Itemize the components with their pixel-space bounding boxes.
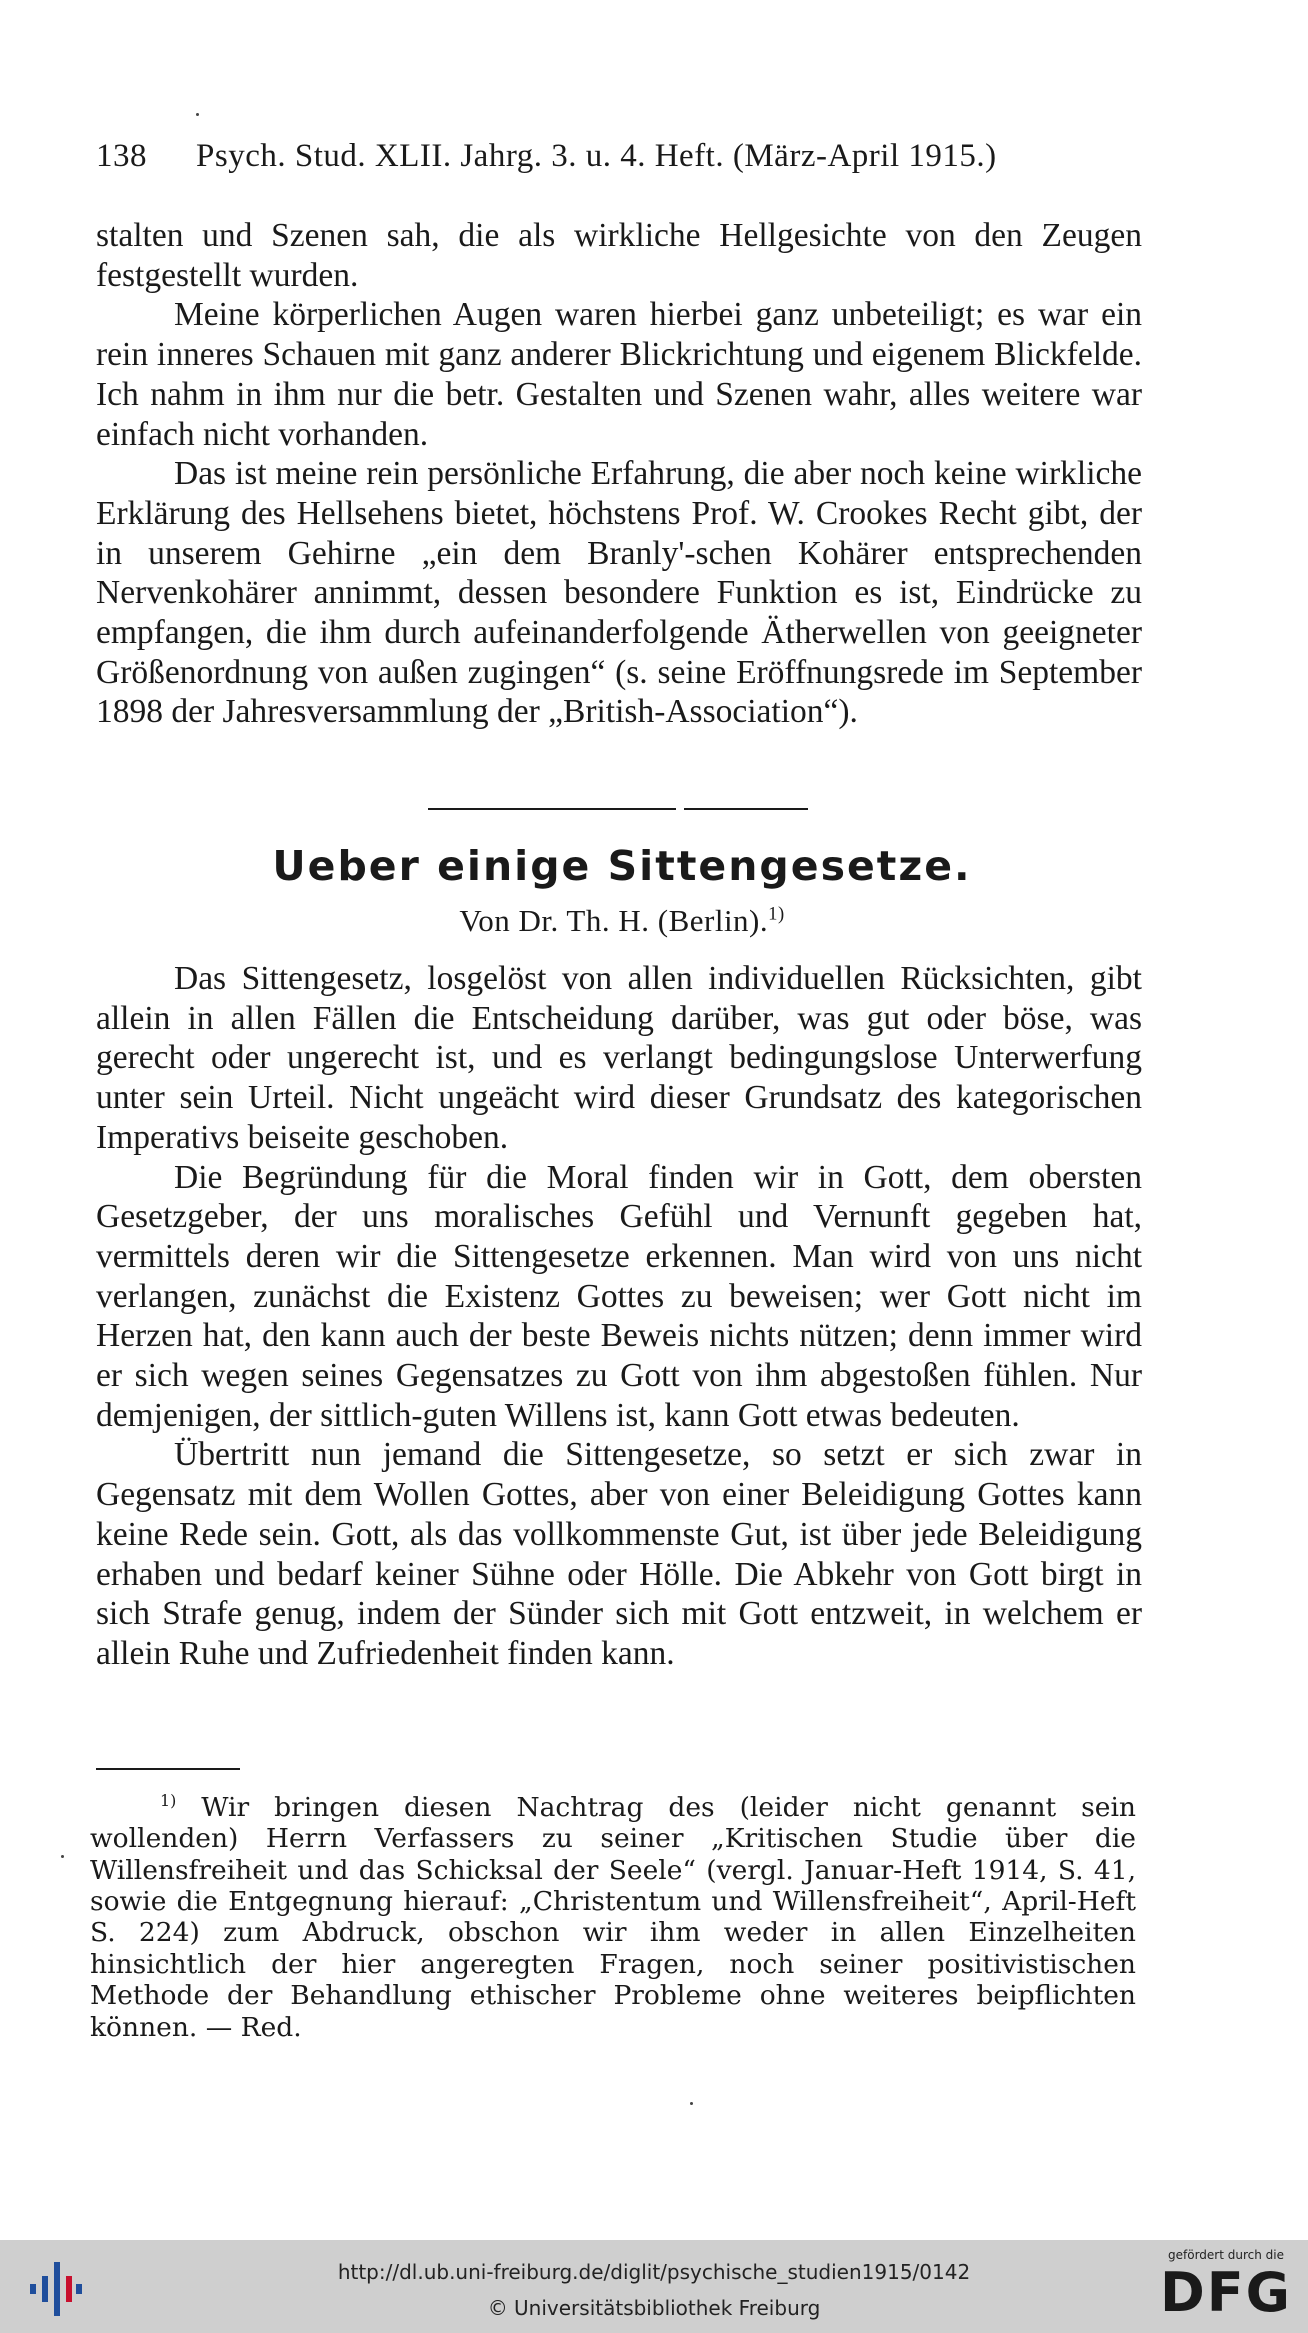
byline-text: Von Dr. Th. H. (Berlin).	[459, 903, 769, 938]
paragraph: Die Begründung für die Moral finden wir in Gott, dem obersten Gesetzgeber, der uns moralisches Gefühl und Vernunft gegeben hat, vermittels deren wir die Sittengesetze erkennen. Man wird von uns nicht verlangen, zunächst die Existenz Gottes zu beweisen; wer Gott nicht im Herzen hat, den kann auch der beste Beweis nichts nützen; denn immer wird er sich wegen seines Gegensatzes zu Gott von ihm abgestoßen fühlen. Nur demjenigen, der sittlich-guten Willens ist, kann Gott etwas bedeuten.	[96, 1158, 1142, 1434]
article-byline	[0, 903, 1244, 939]
scan-speck	[690, 2102, 693, 2105]
previous-article-text	[96, 216, 1142, 732]
page-number: 138	[96, 138, 147, 174]
document-url[interactable]: http://dl.ub.uni-freiburg.de/diglit/psychische_studien1915/0142	[337, 2260, 971, 2284]
footnote-paragraph	[90, 1785, 1136, 2043]
paragraph: Das ist meine rein persönliche Erfahrung, die aber noch keine wirkliche Erklärung des Hellsehens bietet, höchstens Prof. W. Crookes Recht gibt, der in unserem Gehirne „ein dem Branly'-schen Kohärer entsprechenden Nervenkohärer annimmt, dessen besondere Funktion es ist, Eindrücke zu empfangen, die ihm durch aufeinanderfolgende Ätherwellen von geeigneter Größenordnung von außen zugingen“ (s. seine Eröffnungsrede im September 1898 der Jahresversammlung der „British-Association“).	[96, 455, 1142, 731]
scan-speck	[196, 113, 199, 116]
dfg-logo: DFG	[1159, 2261, 1293, 2324]
paragraph: Übertritt nun jemand die Sittengesetze, so setzt er sich zwar in Gegensatz mit dem Wollen Gottes, aber von einer Beleidigung Gottes kann keine Rede sein. Gott, als das vollkommenste Gut, ist über jede Beleidigung erhaben und bedarf keiner Sühne oder Hölle. Die Abkehr von Gott birgt in sich Strafe genug, indem der Sünder sich mit Gott entzweit, in welchem er allein Ruhe und Zufriedenheit finden kann.	[96, 1436, 1142, 1672]
paragraph: Meine körperlichen Augen waren hierbei ganz unbeteiligt; es war ein rein inneres Schauen mit ganz anderer Blickrichtung und eigenem Blickfelde. Ich nahm in ihm nur die betr. Gestalten und Szenen wahr, alles weitere war einfach nicht vorhanden.	[96, 296, 1142, 453]
footer-bar	[0, 2240, 1308, 2333]
article-body	[96, 959, 1142, 1674]
paragraph: stalten und Szenen sah, die als wirkliche Hellgesichte von den Zeugen festgestellt wurden.	[96, 217, 1142, 294]
paragraph: Das Sittengesetz, losgelöst von allen individuellen Rücksichten, gibt allein in allen Fällen die Entscheidung darüber, was gut oder böse, was gerecht oder ungerecht ist, und es verlangt bedingungslose Unterwerfung unter sein Urteil. Nicht ungeächt wird dieser Grundsatz des kategorischen Imperativs beiseite geschoben.	[96, 960, 1142, 1156]
dfg-sponsor	[1152, 2248, 1300, 2328]
running-title: Psych. Stud. XLII. Jahrg. 3. u. 4. Heft. (März-April 1915.)	[196, 138, 997, 174]
footnote-reference: 1)	[768, 903, 785, 925]
footnote-text: Wir bringen diesen Nachtrag des (leider nicht genannt sein wollenden) Herrn Verfassers zu seiner „Kritischen Studie über die Willensfreiheit und das Schicksal der Seele“ (vergl. Januar-Heft 1914, S. 41, sowie die Entgegnung hierauf: „Christentum und Willensfreiheit“, April-Heft S. 224) zum Abdruck, obschon wir ihm weder in allen Einzelheiten hinsichtlich der hier angeregten Fragen, noch seiner positivistischen Methode der Behandlung ethischer Probleme ohne weiteres beipflichten können. — Red.	[90, 1791, 1136, 2043]
copyright-notice: © Universitätsbibliothek Freiburg	[487, 2296, 821, 2320]
article-separator	[428, 808, 808, 810]
scan-speck	[61, 1855, 64, 1858]
footnote-mark: 1)	[160, 1791, 177, 1810]
article-title: Ueber einige Sittengesetze.	[272, 842, 972, 890]
sponsor-caption: gefördert durch die	[1168, 2248, 1284, 2262]
running-header	[96, 138, 1150, 175]
footnote	[90, 1785, 1136, 2043]
footnote-rule	[96, 1768, 240, 1770]
